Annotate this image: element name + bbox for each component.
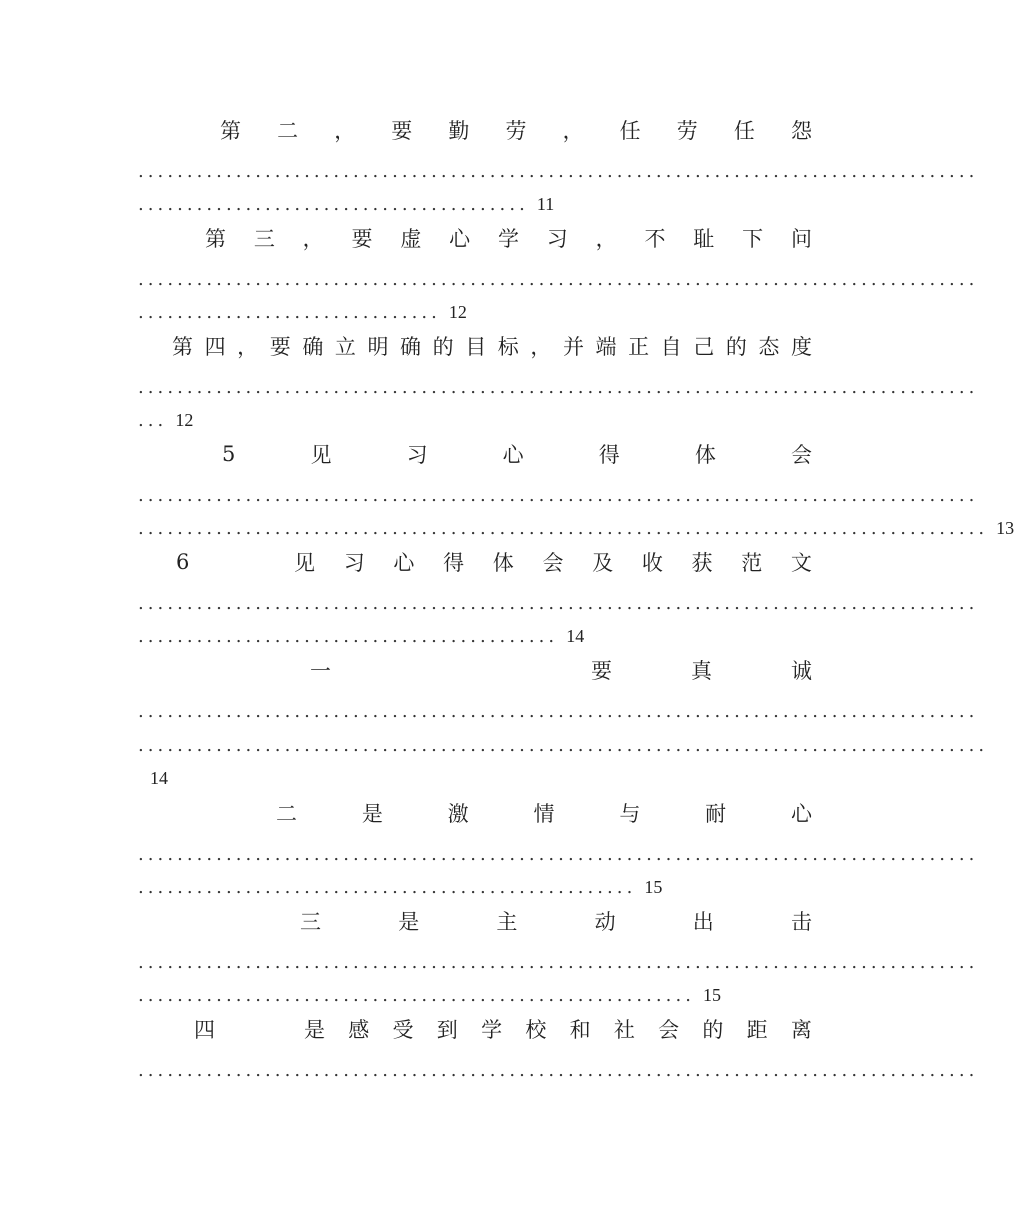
toc-char: 四 <box>194 1018 215 1042</box>
toc-char: 收 <box>641 551 663 575</box>
toc-entry-title <box>300 904 812 938</box>
toc-entry-tail <box>138 983 721 1007</box>
page-number: 13 <box>996 517 1014 538</box>
page-number: 12 <box>448 301 467 322</box>
toc-char: 的 <box>702 1018 724 1042</box>
toc-char: 的 <box>725 335 747 359</box>
toc-char: 击 <box>790 910 812 934</box>
toc-char: 并 <box>562 335 584 359</box>
toc-char: 劳 <box>676 119 698 143</box>
toc-entry-title <box>205 221 812 255</box>
toc-char: 习 <box>546 227 568 251</box>
dot-leader: ...................................................................................... <box>138 377 979 398</box>
dot-leader: ... <box>138 409 168 431</box>
toc-char: 学 <box>481 1018 503 1042</box>
toc-char: 任 <box>619 119 641 143</box>
dot-leader: ...................................................................................... <box>138 485 979 506</box>
page-number: 12 <box>175 409 194 430</box>
toc-char: 见 <box>310 443 332 467</box>
toc-entry-tail <box>138 408 193 432</box>
toc-char: 会 <box>542 551 564 575</box>
toc-char: 获 <box>691 551 713 575</box>
toc-char: 四 <box>204 335 226 359</box>
dot-leader: ........................................... <box>138 625 559 647</box>
toc-entry-tail <box>138 875 662 899</box>
toc-title-text <box>591 655 812 685</box>
toc-char: 第 <box>172 335 193 359</box>
toc-char: 体 <box>492 551 514 575</box>
toc-char: 心 <box>502 443 524 467</box>
toc-char: ， <box>334 119 356 143</box>
toc-char: 勤 <box>448 119 470 143</box>
toc-char: 学 <box>497 227 519 251</box>
toc-char: 受 <box>392 1018 414 1042</box>
toc-char: 会 <box>658 1018 680 1042</box>
toc-char: 要 <box>351 227 373 251</box>
toc-char: 感 <box>348 1018 370 1042</box>
toc-char: 是 <box>361 802 383 826</box>
toc-char: 问 <box>790 227 812 251</box>
toc-char: 情 <box>533 802 555 826</box>
toc-char: 习 <box>406 443 428 467</box>
toc-char: 心 <box>449 227 471 251</box>
dot-leader: ...................................................................................... <box>138 701 979 722</box>
toc-entry-title <box>194 1012 812 1046</box>
toc-title-text <box>294 547 812 577</box>
toc-char: 度 <box>790 335 812 359</box>
toc-char: 劳 <box>505 119 527 143</box>
dot-leader: ....................................................................................... <box>138 735 989 756</box>
toc-char: 主 <box>496 910 518 934</box>
toc-char: 的 <box>432 335 454 359</box>
toc-char: 及 <box>592 551 614 575</box>
toc-char: 任 <box>733 119 755 143</box>
dot-leader: ...................................................................................... <box>138 844 979 865</box>
toc-char: 心 <box>393 551 415 575</box>
toc-char: 三 <box>253 227 275 251</box>
dot-leader: ...................................................................................... <box>138 1060 979 1081</box>
toc-char: 得 <box>443 551 465 575</box>
dot-leader: ...................................................................................... <box>138 269 979 290</box>
toc-char: 一 <box>310 659 331 683</box>
toc-char: ， <box>237 335 259 359</box>
toc-char: 正 <box>628 335 650 359</box>
toc-char: 不 <box>644 227 666 251</box>
toc-char: 体 <box>694 443 716 467</box>
toc-char: 离 <box>790 1018 812 1042</box>
toc-char: ， <box>595 227 617 251</box>
toc-char: 二 <box>276 802 297 826</box>
page-number: 15 <box>644 876 663 897</box>
toc-char: 诚 <box>791 659 812 683</box>
toc-entry-tail <box>138 624 584 648</box>
toc-char: 自 <box>660 335 682 359</box>
toc-char: 和 <box>569 1018 591 1042</box>
toc-char: 出 <box>692 910 714 934</box>
page-number: 15 <box>703 984 721 1005</box>
toc-char: 心 <box>790 802 812 826</box>
toc-char: 第 <box>205 227 226 251</box>
toc-title-text <box>304 1014 812 1044</box>
toc-char: 是 <box>398 910 420 934</box>
toc-char: 动 <box>594 910 616 934</box>
toc-char: ， <box>562 119 584 143</box>
toc-char: 6 <box>176 550 190 574</box>
dot-leader: ........................................ <box>138 193 529 215</box>
toc-char: 第 <box>220 119 241 143</box>
toc-entry-tail <box>138 192 554 216</box>
toc-char: 见 <box>294 551 315 575</box>
toc-entry-title <box>310 653 812 687</box>
toc-char: 耻 <box>693 227 715 251</box>
toc-char: 与 <box>619 802 641 826</box>
dot-leader: ......................................................... <box>138 984 695 1006</box>
toc-entry-title <box>276 796 812 830</box>
dot-leader: ...................................................................................... <box>138 161 979 182</box>
toc-char: 5 <box>222 442 236 466</box>
toc-char: 三 <box>300 910 321 934</box>
toc-entry-title <box>176 545 812 579</box>
toc-entry-title <box>222 437 812 471</box>
toc-char: 怨 <box>790 119 812 143</box>
toc-char: 确 <box>400 335 422 359</box>
toc-char: 耐 <box>705 802 727 826</box>
page-number: 14 <box>566 625 585 646</box>
dot-leader: ............................... <box>138 301 441 323</box>
toc-char: 要 <box>269 335 291 359</box>
toc-char: 下 <box>742 227 764 251</box>
toc-char: 态 <box>758 335 780 359</box>
dot-leader: ................................................... <box>138 876 637 898</box>
dot-leader: ....................................................................................... <box>138 517 989 539</box>
toc-char: 二 <box>277 119 299 143</box>
toc-char: ， <box>530 335 552 359</box>
toc-char: 会 <box>790 443 812 467</box>
toc-char: 到 <box>436 1018 458 1042</box>
toc-entry-tail <box>138 516 1014 540</box>
toc-char: 己 <box>693 335 715 359</box>
toc-entry-title <box>172 329 812 363</box>
dot-leader: ...................................................................................... <box>138 952 979 973</box>
toc-entry-tail <box>138 300 467 324</box>
toc-char: 明 <box>367 335 389 359</box>
page-number: 14 <box>150 768 168 788</box>
toc-char: 是 <box>304 1018 325 1042</box>
toc-char: 立 <box>334 335 356 359</box>
dot-leader: ...................................................................................... <box>138 593 979 614</box>
toc-char: 虚 <box>400 227 422 251</box>
toc-char: 文 <box>790 551 812 575</box>
toc-char: 要 <box>391 119 413 143</box>
toc-char: 社 <box>613 1018 635 1042</box>
toc-char: 标 <box>497 335 519 359</box>
toc-char: 端 <box>595 335 617 359</box>
toc-char: 要 <box>591 659 612 683</box>
toc-char: 激 <box>447 802 469 826</box>
toc-char: 真 <box>691 659 712 683</box>
page-number: 11 <box>536 193 555 214</box>
toc-char: 校 <box>525 1018 547 1042</box>
toc-char: 习 <box>343 551 365 575</box>
toc-char: 目 <box>465 335 487 359</box>
toc-entry-title <box>220 113 812 147</box>
toc-char: 距 <box>746 1018 768 1042</box>
toc-char: 范 <box>741 551 763 575</box>
toc-char: 确 <box>302 335 324 359</box>
toc-char: ， <box>302 227 324 251</box>
toc-char: 得 <box>598 443 620 467</box>
